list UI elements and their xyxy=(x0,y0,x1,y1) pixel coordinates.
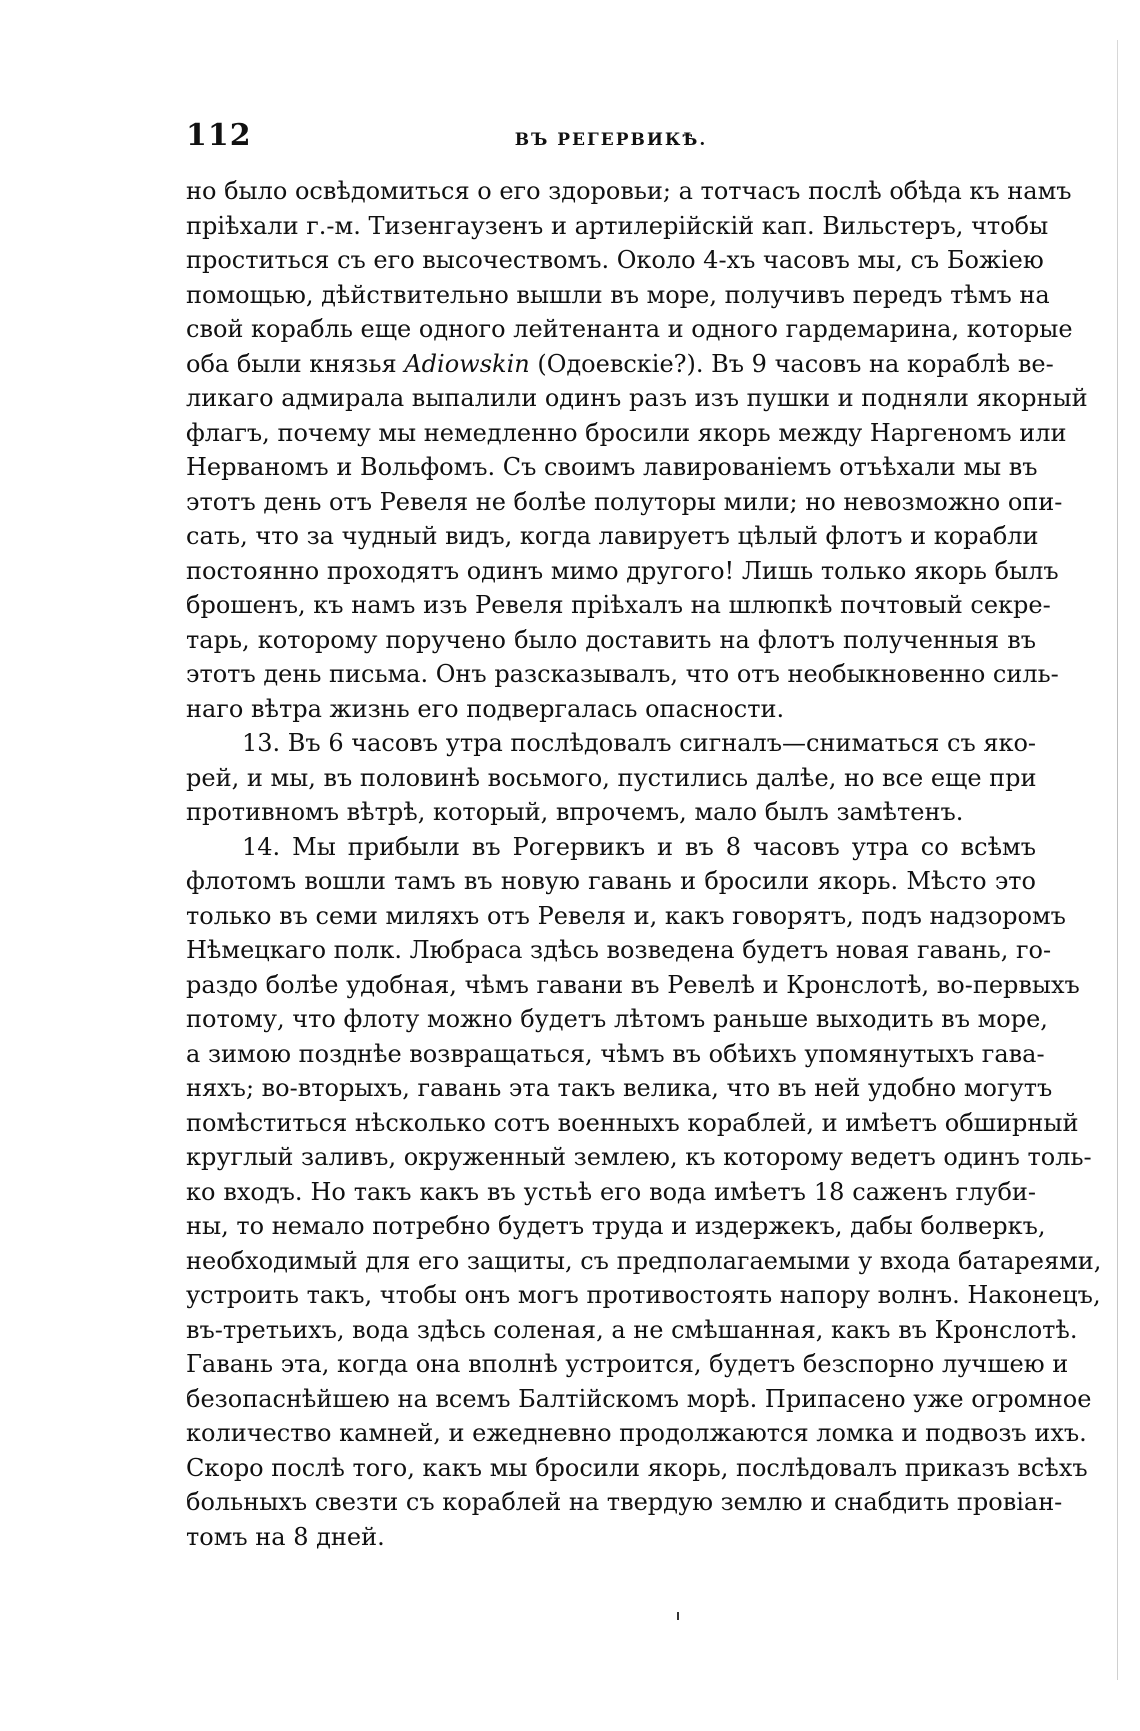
text-line: потому, что флоту можно будетъ лѣтомъ раньше выходить въ море, xyxy=(186,1005,1048,1033)
text-line: сать, что за чудный видъ, когда лавируетъ цѣлый флотъ и корабли xyxy=(186,522,1039,550)
text-fragment: оба были князья xyxy=(186,349,397,378)
text-line: ликаго адмирала выпалили одинъ разъ изъ пушки и подняли якорный xyxy=(186,384,1088,412)
text-line: 13. Въ 6 часовъ утра послѣдовалъ сигналъ—сниматься съ яко- xyxy=(242,729,1037,757)
text-line: 14. Мы прибыли въ Рогервикъ и въ 8 часовъ утра со всѣмъ xyxy=(242,832,1036,861)
text-line: этотъ день отъ Ревеля не болѣе полуторы мили; но невозможно опи- xyxy=(186,487,1063,516)
page-number: 112 xyxy=(186,118,252,153)
text-line: только въ семи миляхъ отъ Ревеля и, какъ говорятъ, подъ надзоромъ xyxy=(186,901,1066,930)
text-line-mixed xyxy=(186,347,1054,382)
text-line: Гавань эта, когда она вполнѣ устроится, будетъ безспорно лучшею и xyxy=(186,1350,1069,1378)
running-title: ВЪ РЕГЕРВИКѢ. xyxy=(514,130,708,150)
text-line: пріѣхали г.-м. Тизенгаузенъ и артилерійскій кап. Вильстеръ, чтобы xyxy=(186,211,1049,240)
text-line: помощью, дѣйствительно вышли въ море, получивъ передъ тѣмъ на xyxy=(186,280,1050,309)
text-line: устроить такъ, чтобы онъ могъ противостоять напору волнъ. Наконецъ, xyxy=(186,1281,1101,1309)
print-speck xyxy=(677,1612,679,1620)
text-line: этотъ день письма. Онъ разсказывалъ, что отъ необыкновенно силь- xyxy=(186,660,1059,688)
text-line: Скоро послѣ того, какъ мы бросили якорь, послѣдовалъ приказъ всѣхъ xyxy=(186,1453,1088,1482)
text-line: ко входъ. Но такъ какъ въ устьѣ его вода имѣетъ 18 саженъ глуби- xyxy=(186,1177,1036,1206)
text-line: проститься съ его высочествомъ. Около 4-хъ часовъ мы, съ Божіею xyxy=(186,246,1044,274)
text-line: необходимый для его защиты, съ предполагаемыми у входа батареями, xyxy=(186,1246,1102,1275)
text-line: флотомъ вошли тамъ въ новую гавань и бросили якорь. Мѣсто это xyxy=(186,867,1036,895)
italic-name: Adiowskin xyxy=(404,349,530,378)
paragraph-3 xyxy=(186,830,1102,1555)
text-line: постоянно проходятъ одинъ мимо другого! Лишь только якорь былъ xyxy=(186,556,1059,585)
page-edge-line xyxy=(1117,40,1118,1680)
text-line: безопаснѣйшею на всемъ Балтійскомъ морѣ. Припасено уже огромное xyxy=(186,1384,1092,1413)
text-line: Нерваномъ и Вольфомъ. Съ своимъ лавированіемъ отъѣхали мы въ xyxy=(186,453,1038,481)
paragraph-2 xyxy=(186,726,1036,830)
text-line: ны, то немало потребно будетъ труда и издержекъ, дабы болверкъ, xyxy=(186,1212,1046,1240)
paragraph-1 xyxy=(186,174,1088,726)
text-line: брошенъ, къ намъ изъ Ревеля пріѣхалъ на шлюпкѣ почтовый секре- xyxy=(186,591,1051,619)
text-line: а зимою позднѣе возвращаться, чѣмъ въ обѣихъ упомянутыхъ гава- xyxy=(186,1039,1045,1068)
text-line: круглый заливъ, окруженный землею, къ которому ведетъ одинъ толь- xyxy=(186,1143,1092,1171)
text-line: томъ на 8 дней. xyxy=(186,1522,385,1551)
text-line: няхъ; во-вторыхъ, гавань эта такъ велика, что въ ней удобно могутъ xyxy=(186,1074,1053,1102)
page-header xyxy=(186,118,1036,158)
text-line: но было освѣдомиться о его здоровьи; а тотчасъ послѣ обѣда къ намъ xyxy=(186,177,1072,205)
text-line: Нѣмецкаго полк. Любраса здѣсь возведена будетъ новая гавань, го- xyxy=(186,936,1052,964)
text-line: флагъ, почему мы немедленно бросили якорь между Наргеномъ или xyxy=(186,418,1067,447)
text-line: тарь, которому поручено было доставить на флотъ полученныя въ xyxy=(186,625,1036,654)
text-line: больныхъ свезти съ кораблей на твердую землю и снабдить провіан- xyxy=(186,1488,1063,1516)
text-line: свой корабль еще одного лейтенанта и одного гардемарина, которые xyxy=(186,315,1073,343)
text-line: количество камней, и ежедневно продолжаются ломка и подвозъ ихъ. xyxy=(186,1419,1087,1447)
text-line: рей, и мы, въ половинѣ восьмого, пустились далѣе, но все еще при xyxy=(186,763,1037,792)
text-line: помѣститься нѣсколько сотъ военныхъ кораблей, и имѣетъ обширный xyxy=(186,1108,1079,1137)
text-line: въ-третьихъ, вода здѣсь соленая, а не смѣшанная, какъ въ Кронслотѣ. xyxy=(186,1315,1078,1344)
text-line: противномъ вѣтрѣ, который, впрочемъ, мало былъ замѣтенъ. xyxy=(186,798,964,826)
body-text xyxy=(186,174,1102,1554)
text-line: наго вѣтра жизнь его подвергалась опасности. xyxy=(186,694,785,723)
text-line: раздо болѣе удобная, чѣмъ гавани въ Ревелѣ и Кронслотѣ, во-первыхъ xyxy=(186,970,1080,999)
text-fragment: (Одоевскіе?). Въ 9 часовъ на кораблѣ ве- xyxy=(537,349,1054,378)
